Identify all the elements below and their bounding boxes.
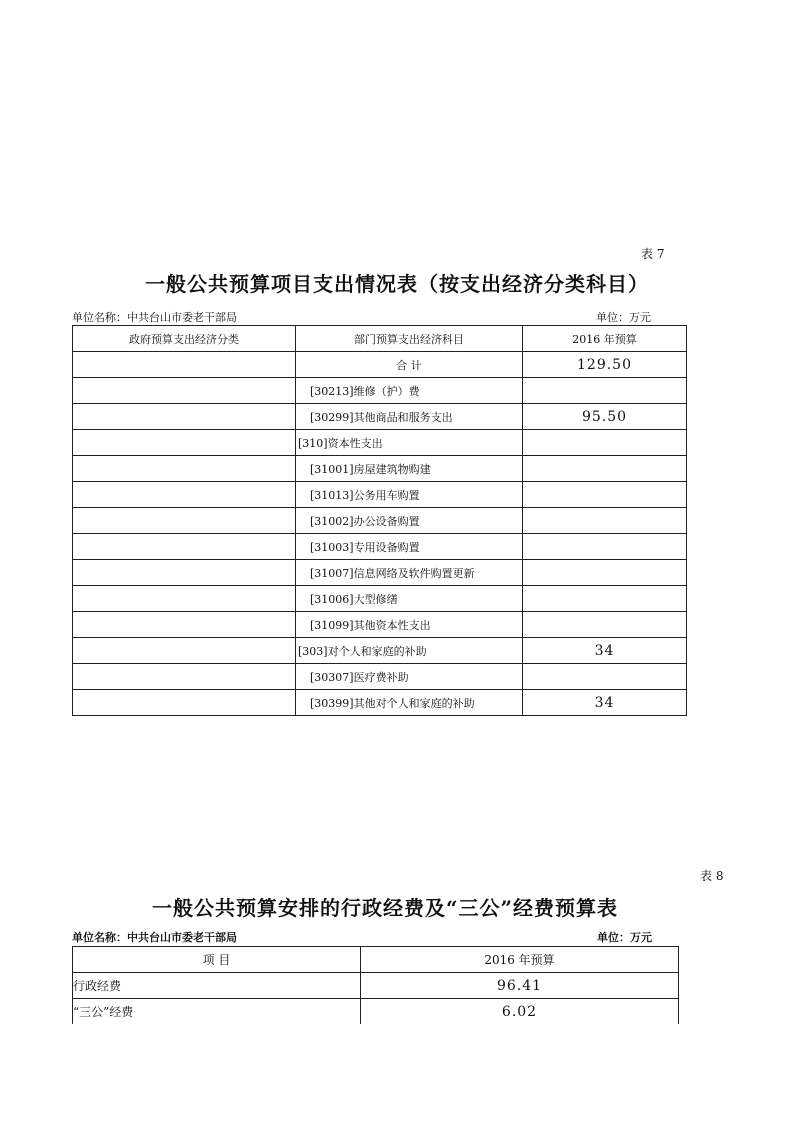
table8-unit-name: 单位名称：中共台山市委老干部局 <box>72 931 237 944</box>
table8 <box>72 946 679 1024</box>
table-row <box>73 404 687 430</box>
table7-item: [31006]大型修缮 <box>296 586 523 612</box>
table8-header-cell: 2016 年预算 <box>361 947 679 973</box>
table7-value <box>523 456 687 482</box>
table7-item: [30399]其他对个人和家庭的补助 <box>296 690 523 716</box>
table7-item: [310]资本性支出 <box>296 430 523 456</box>
table7-item: [31001]房屋建筑物购建 <box>296 456 523 482</box>
table7-value: 95.50 <box>523 404 687 430</box>
table-row <box>73 352 687 378</box>
table7-item: [31002]办公设备购置 <box>296 508 523 534</box>
table7-value <box>523 586 687 612</box>
table-row <box>73 482 687 508</box>
table8-label: 表 8 <box>700 869 724 883</box>
table-row <box>73 508 687 534</box>
table-row <box>73 456 687 482</box>
table7-title: 一般公共预算项目支出情况表（按支出经济分类科目） <box>145 272 649 296</box>
table-row <box>73 973 679 999</box>
table7-unit-name: 单位名称：中共台山市委老干部局 <box>72 311 237 324</box>
table7-value: 34 <box>523 690 687 716</box>
table-row <box>73 430 687 456</box>
table8-item: 行政经费 <box>73 973 361 999</box>
table7-item: [31099]其他资本性支出 <box>296 612 523 638</box>
table7-item: [303]对个人和家庭的补助 <box>296 638 523 664</box>
table7-value: 34 <box>523 638 687 664</box>
table8-value: 6.02 <box>361 999 679 1025</box>
table7-header-cell: 部门预算支出经济科目 <box>296 326 523 352</box>
table8-header-cell: 项 目 <box>73 947 361 973</box>
table8-value: 96.41 <box>361 973 679 999</box>
table8-title: 一般公共预算安排的行政经费及“三公”经费预算表 <box>152 896 619 920</box>
table7-item: [30213]维修（护）费 <box>296 378 523 404</box>
table8-header-row <box>73 947 679 973</box>
table-row <box>73 378 687 404</box>
table-row <box>73 586 687 612</box>
table8-item: “三公”经费 <box>73 999 361 1025</box>
table7-value <box>523 508 687 534</box>
table7-value <box>523 612 687 638</box>
table7-label: 表 7 <box>641 247 665 261</box>
table7-item: [30307]医疗费补助 <box>296 664 523 690</box>
table-row <box>73 638 687 664</box>
table7-value <box>523 482 687 508</box>
table7-item: [31007]信息网络及软件购置更新 <box>296 560 523 586</box>
table7-item: [30299]其他商品和服务支出 <box>296 404 523 430</box>
table7-item: [31003]专用设备购置 <box>296 534 523 560</box>
table-row <box>73 690 687 716</box>
table7-value <box>523 378 687 404</box>
table7-item: [31013]公务用车购置 <box>296 482 523 508</box>
table7-header-cell: 政府预算支出经济分类 <box>73 326 296 352</box>
table-row <box>73 612 687 638</box>
table8-unit: 单位：万元 <box>597 931 652 944</box>
table7-header-row <box>73 326 687 352</box>
table7-unit: 单位：万元 <box>596 311 651 324</box>
table7-value <box>523 430 687 456</box>
table7-value <box>523 560 687 586</box>
table7-header-cell: 2016 年预算 <box>523 326 687 352</box>
table7-value <box>523 534 687 560</box>
table7 <box>72 325 687 716</box>
table-row <box>73 560 687 586</box>
table7-item: 合 计 <box>296 352 523 378</box>
table7-value: 129.50 <box>523 352 687 378</box>
table-row <box>73 664 687 690</box>
table-row <box>73 534 687 560</box>
table7-value <box>523 664 687 690</box>
table-row <box>73 999 679 1025</box>
